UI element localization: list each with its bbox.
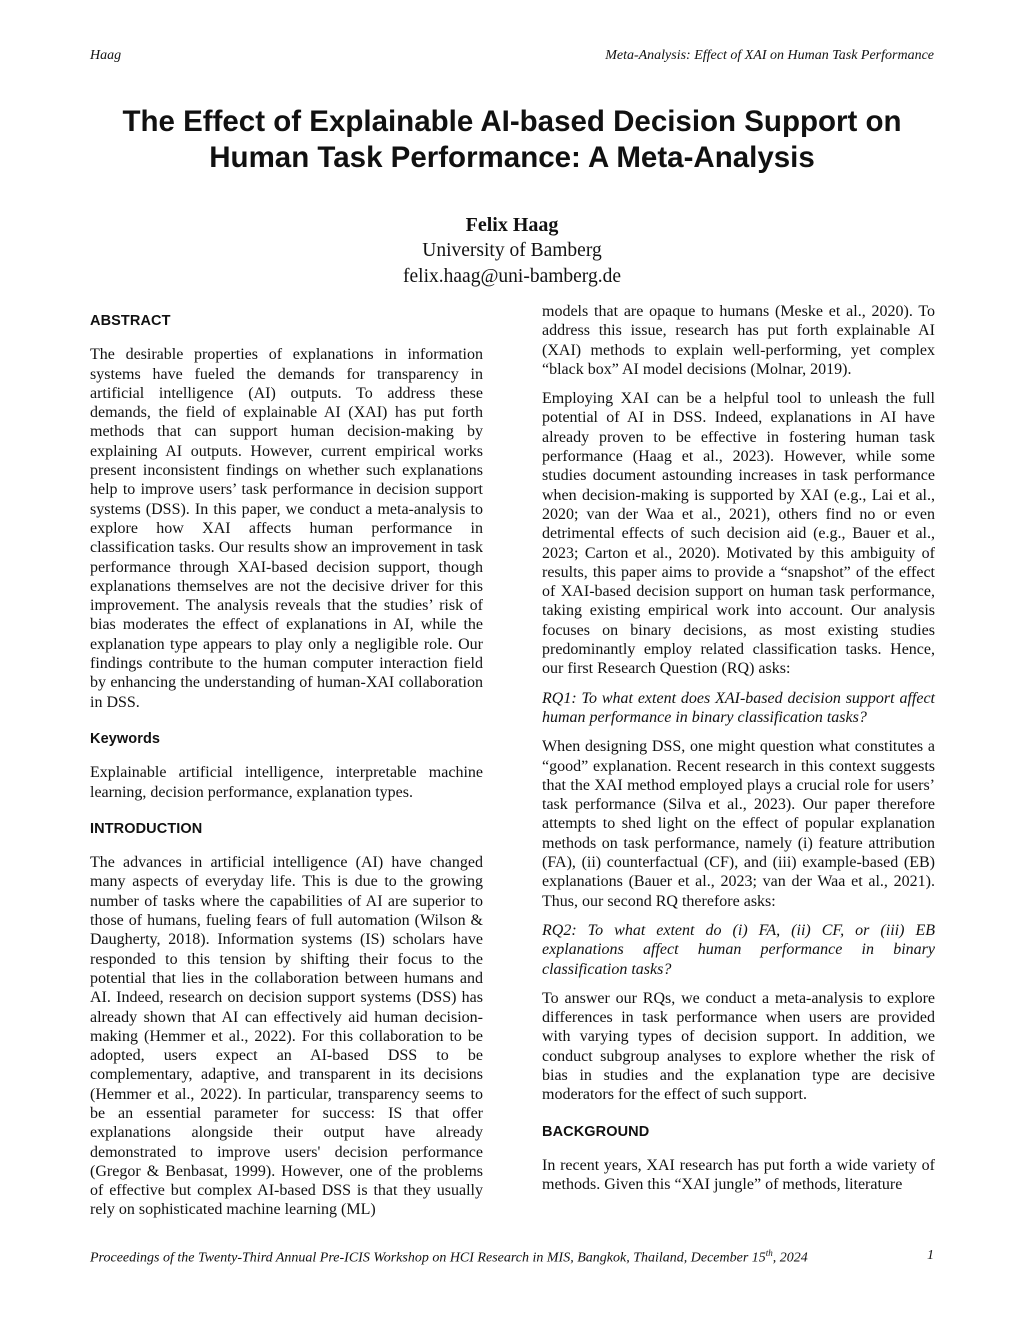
background-paragraph-1: In recent years, XAI research has put forth a wide variety of methods. Given this “XAI jungle” of methods, literature [542,1156,935,1194]
author-name: Felix Haag [465,214,559,236]
introduction-paragraph-1-continued: models that are opaque to humans (Meske et al., 2020). To address this issue, research has put forth explainable AI (XAI) methods to explain well-performing, yet complex “black box” AI model decisions (Molnar, 2019). [542,303,935,378]
research-question-2: RQ2: To what extent do (i) FA, (ii) CF, or (iii) EB explanations affect human performance in binary classification tasks? [542,921,935,978]
introduction-paragraph-1: The advances in artificial intelligence (AI) have changed many aspects of everyday life. This is due to the growing number of tasks where the capabilities of AI are superior to those of humans, fueling fears of full automation (Wilson & Daugherty, 2018). Information systems (IS) scholars have responded to this tension by shifting their focus to the potential that lies in the collaboration between humans and AI. Indeed, research on decision support systems (DSS) has already shown that AI can effectively aid human decision-making (Hemmer et al., 2022). For this collaboration to be adopted, users expect an AI-based DSS to be complementary, adaptive, and transparent in its decisions (Hemmer et al., 2022). In particular, transparency seems to be an essential parameter for success: IS that offer explanations alongside their output have already demonstrated to improve users' decision performance (Gregor & Benbasat, 1999). However, one of the problems of effective but complex AI-based DSS is that they usually rely on sophisticated machine learning (ML) [90,854,483,1219]
right-column [542,302,935,1204]
keywords-text: Explainable artificial intelligence, interpretable machine learning, decision performance, explanation types. [90,764,483,801]
paper-title-line-1: The Effect of Explainable AI-based Decision Support on [122,105,902,138]
left-column [90,302,483,1230]
keywords-heading: Keywords [90,730,161,747]
introduction-heading: INTRODUCTION [90,820,203,837]
footer-citation [90,1248,808,1267]
footer-citation-superscript: th [765,1248,773,1258]
introduction-paragraph-4: To answer our RQs, we conduct a meta-analysis to explore differences in task performance when users are provided with varying types of decision support. In addition, we conduct subgroup analyses to explore whether the risk of bias in studies and the explanation type are decisive moderators for the effect of such support. [542,989,935,1104]
running-head-title: Meta-Analysis: Effect of XAI on Human Task Performance [605,48,934,63]
footer [90,1248,934,1268]
abstract-heading: ABSTRACT [90,313,171,329]
paper-title-line-2: Human Task Performance: A Meta-Analysis [209,141,815,174]
author-affiliation: University of Bamberg [422,240,602,261]
footer-citation-year: , 2024 [772,1250,808,1266]
abstract-text: The desirable properties of explanations in information systems have fueled the demands for transparency in artificial intelligence (AI) outputs. To address these demands, the field of explainable AI (XAI) has put forth methods that can support human decision-making by explaining AI outputs. However, current empirical works present inconsistent findings on whether such explanations help to improve users’ task performance in decision support systems (DSS). In this paper, we conduct a meta-analysis to explore how XAI affects human performance in classification tasks. Our results show an improvement in task performance through XAI-based decision support, though explanations themselves are not the decisive driver for this improvement. The analysis reveals that the studies’ risk of bias moderates the effect of explanations in AI, while the explanation type appears to play only a negligible role. Our findings contribute to the human computer interaction field by enhancing the understanding of human-XAI collaboration in DSS. [90,346,483,711]
running-head [90,48,934,68]
introduction-paragraph-3: When designing DSS, one might question what constitutes a “good” explanation. Recent research in this context suggests that the XAI method employed plays a crucial role for users’ task performance (Silva et al., 2023). Our paper therefore attempts to shed light on the effect of popular explanation methods on task performance, namely (i) feature attribution (FA), (ii) counterfactual (CF), and (iii) example-based (EB) explanations (Bauer et al., 2023; van der Waa et al., 2021). Thus, our second RQ therefore asks: [542,738,935,910]
paper-title [60,104,964,176]
author-email: felix.haag@uni-bamberg.de [403,266,621,287]
page-number: 1 [927,1248,934,1263]
background-heading: BACKGROUND [542,1123,650,1140]
research-question-1: RQ1: To what extent does XAI-based decision support affect human performance in binary classification tasks? [542,689,935,726]
author-block [0,212,1024,290]
running-head-author: Haag [90,48,122,63]
introduction-paragraph-2: Employing XAI can be a helpful tool to unleash the full potential of AI in DSS. Indeed, explanations in AI have already proven to be effective in fostering human task performance (Haag et al., 2023). However, while some studies document astounding increases in task performance when decision-making is supported by XAI (e.g., Lai et al., 2020; van der Waa et al., 2021), others find no or even detrimental effects of such decision aid (e.g., Bauer et al., 2023; Carton et al., 2020). Motivated by this ambiguity of results, this paper aims to provide a “snapshot” of the effect of XAI-based decision support on human task performance, taking existing empirical work into account. Our analysis focuses on binary decisions, as most existing studies predominantly employ related classification tasks. Hence, our first Research Question (RQ) asks: [542,390,935,678]
footer-citation-text: Proceedings of the Twenty-Third Annual Pre-ICIS Workshop on HCI Research in MIS, Bangkok, Thailand, December 15 [90,1250,766,1266]
